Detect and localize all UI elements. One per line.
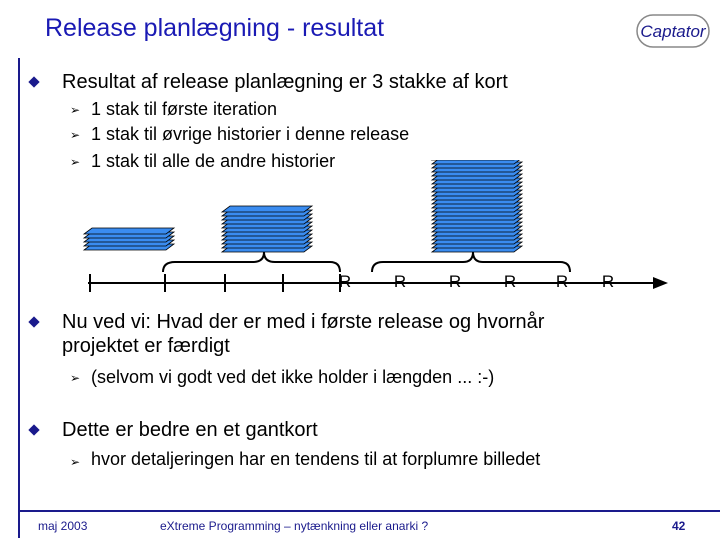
footer-rule <box>18 510 720 512</box>
release-marker: R <box>503 272 517 291</box>
release-timeline-diagram <box>0 160 720 300</box>
release-markers <box>339 272 614 291</box>
bullet-2-text-line-2: projektet er færdigt <box>62 335 230 357</box>
release-marker: R <box>448 272 462 291</box>
footer-date: maj 2003 <box>38 519 88 533</box>
bullet-diamond-icon <box>28 76 39 87</box>
release-marker: R <box>601 272 615 291</box>
timeline-arrow-icon <box>653 277 668 289</box>
footer-title: eXtreme Programming – nytænkning eller anarki ? <box>160 519 429 533</box>
bullet-1-sub-2: 1 stak til øvrige historier i denne release <box>91 124 410 144</box>
sub-arrow-icon: ➢ <box>70 103 81 117</box>
captator-logo <box>636 14 710 48</box>
bullet-2-text-line-1: Nu ved vi: Hvad der er med i første release og hvornår <box>62 311 545 333</box>
card-stacks <box>84 160 522 252</box>
release-marker: R <box>393 272 407 291</box>
story-card <box>432 160 522 164</box>
bullet-3-sub-1: hvor detaljeringen har en tendens til at forplumre billedet <box>91 449 541 469</box>
bullet-diamond-icon <box>28 424 39 435</box>
bullet-1-text: Resultat af release planlægning er 3 stakke af kort <box>62 71 508 93</box>
stack-release <box>222 206 312 252</box>
sub-arrow-icon: ➢ <box>70 455 81 469</box>
bullet-1-sub-3: 1 stak til alle de andre historier <box>91 151 336 171</box>
release-marker: R <box>338 272 352 291</box>
bullet-1-sub-1: 1 stak til første iteration <box>91 99 278 119</box>
slide-title: Release planlægning - resultat <box>45 14 385 42</box>
stack-other-stories <box>432 160 522 252</box>
release-marker: R <box>555 272 569 291</box>
bullet-diamond-icon <box>28 316 39 327</box>
sub-arrow-icon: ➢ <box>70 128 81 142</box>
brace-first-release <box>163 252 340 272</box>
story-card <box>222 206 312 212</box>
sub-arrow-icon: ➢ <box>70 155 81 169</box>
brace-other-releases <box>372 252 570 272</box>
sub-arrow-icon: ➢ <box>70 371 81 385</box>
bullet-3-text: Dette er bedre en et gantkort <box>62 419 318 441</box>
logo-text: Captator <box>640 22 706 41</box>
page-number: 42 <box>672 519 686 533</box>
bullet-2-sub-1: (selvom vi godt ved det ikke holder i længden ... :-) <box>91 367 495 387</box>
story-card <box>84 228 174 234</box>
stack-first-iteration <box>84 228 174 250</box>
